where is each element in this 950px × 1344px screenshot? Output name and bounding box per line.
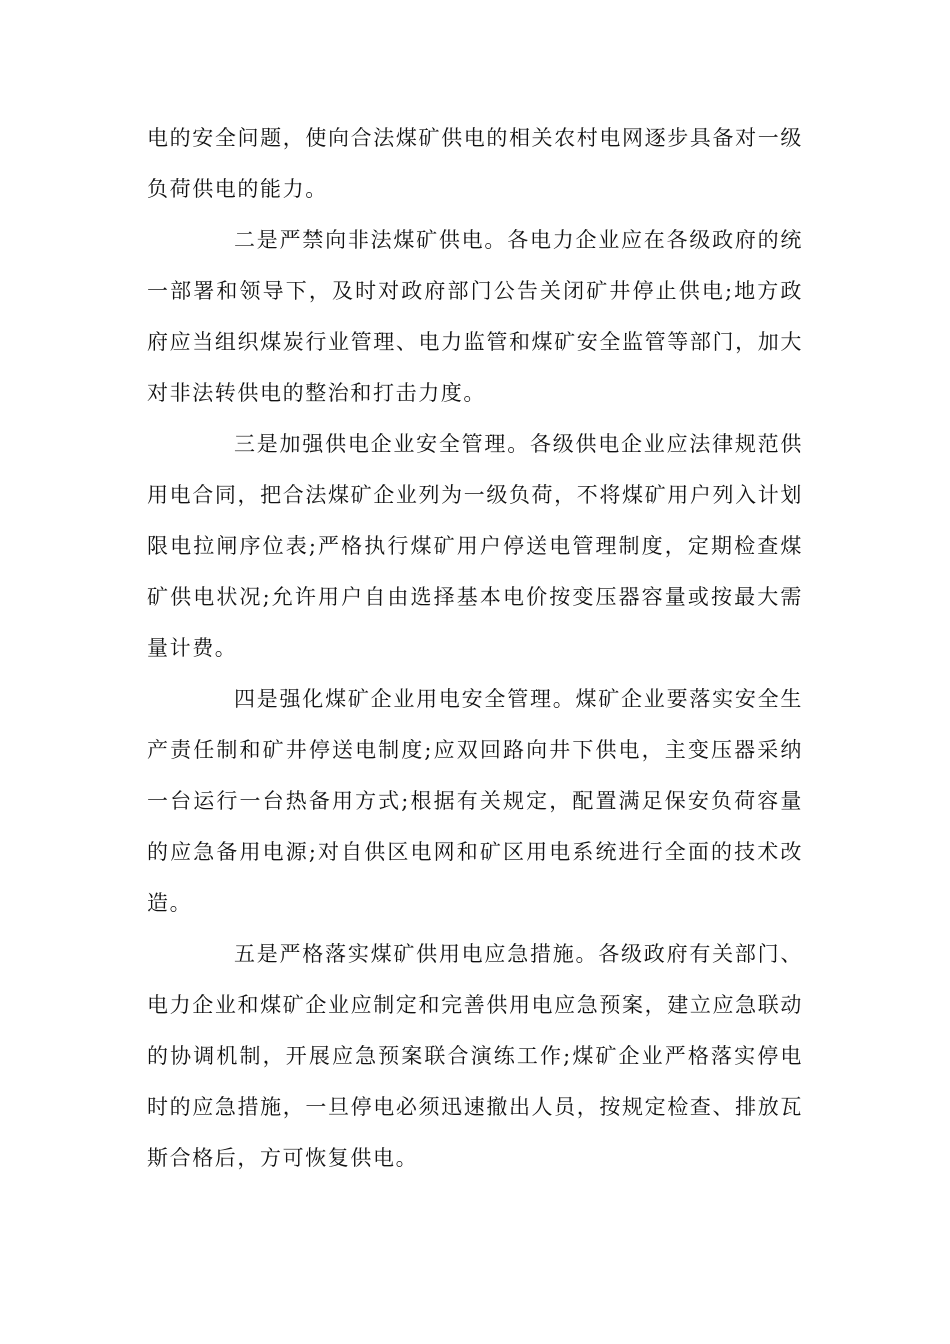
paragraph-item-3: 三是加强供电企业安全管理。各级供电企业应法律规范供用电合同，把合法煤矿企业列为一级负荷，不将煤矿用户列入计划限电拉闸序位表;严格执行煤矿用户停送电管理制度，定期检查煤矿供电状况;允许用户自由选择基本电价按变压器容量或按最大需量计费。 xyxy=(147,432,803,660)
document-body xyxy=(147,113,803,1184)
paragraph-item-5: 五是严格落实煤矿供用电应急措施。各级政府有关部门、电力企业和煤矿企业应制定和完善供用电应急预案，建立应急联动的协调机制，开展应急预案联合演练工作;煤矿企业严格落实停电时的应急措施，一旦停电必须迅速撤出人员，按规定检查、排放瓦斯合格后，方可恢复供电。 xyxy=(147,942,803,1170)
paragraph-continuation: 电的安全问题，使向合法煤矿供电的相关农村电网逐步具备对一级负荷供电的能力。 xyxy=(147,126,803,201)
paragraph-item-2: 二是严禁向非法煤矿供电。各电力企业应在各级政府的统一部署和领导下，及时对政府部门公告关闭矿井停止供电;地方政府应当组织煤炭行业管理、电力监管和煤矿安全监管等部门，加大对非法转供电的整治和打击力度。 xyxy=(147,228,803,405)
paragraph-item-4: 四是强化煤矿企业用电安全管理。煤矿企业要落实安全生产责任制和矿井停送电制度;应双回路向井下供电，主变压器采纳一台运行一台热备用方式;根据有关规定，配置满足保安负荷容量的应急备用电源;对自供区电网和矿区用电系统进行全面的技术改造。 xyxy=(147,687,803,915)
